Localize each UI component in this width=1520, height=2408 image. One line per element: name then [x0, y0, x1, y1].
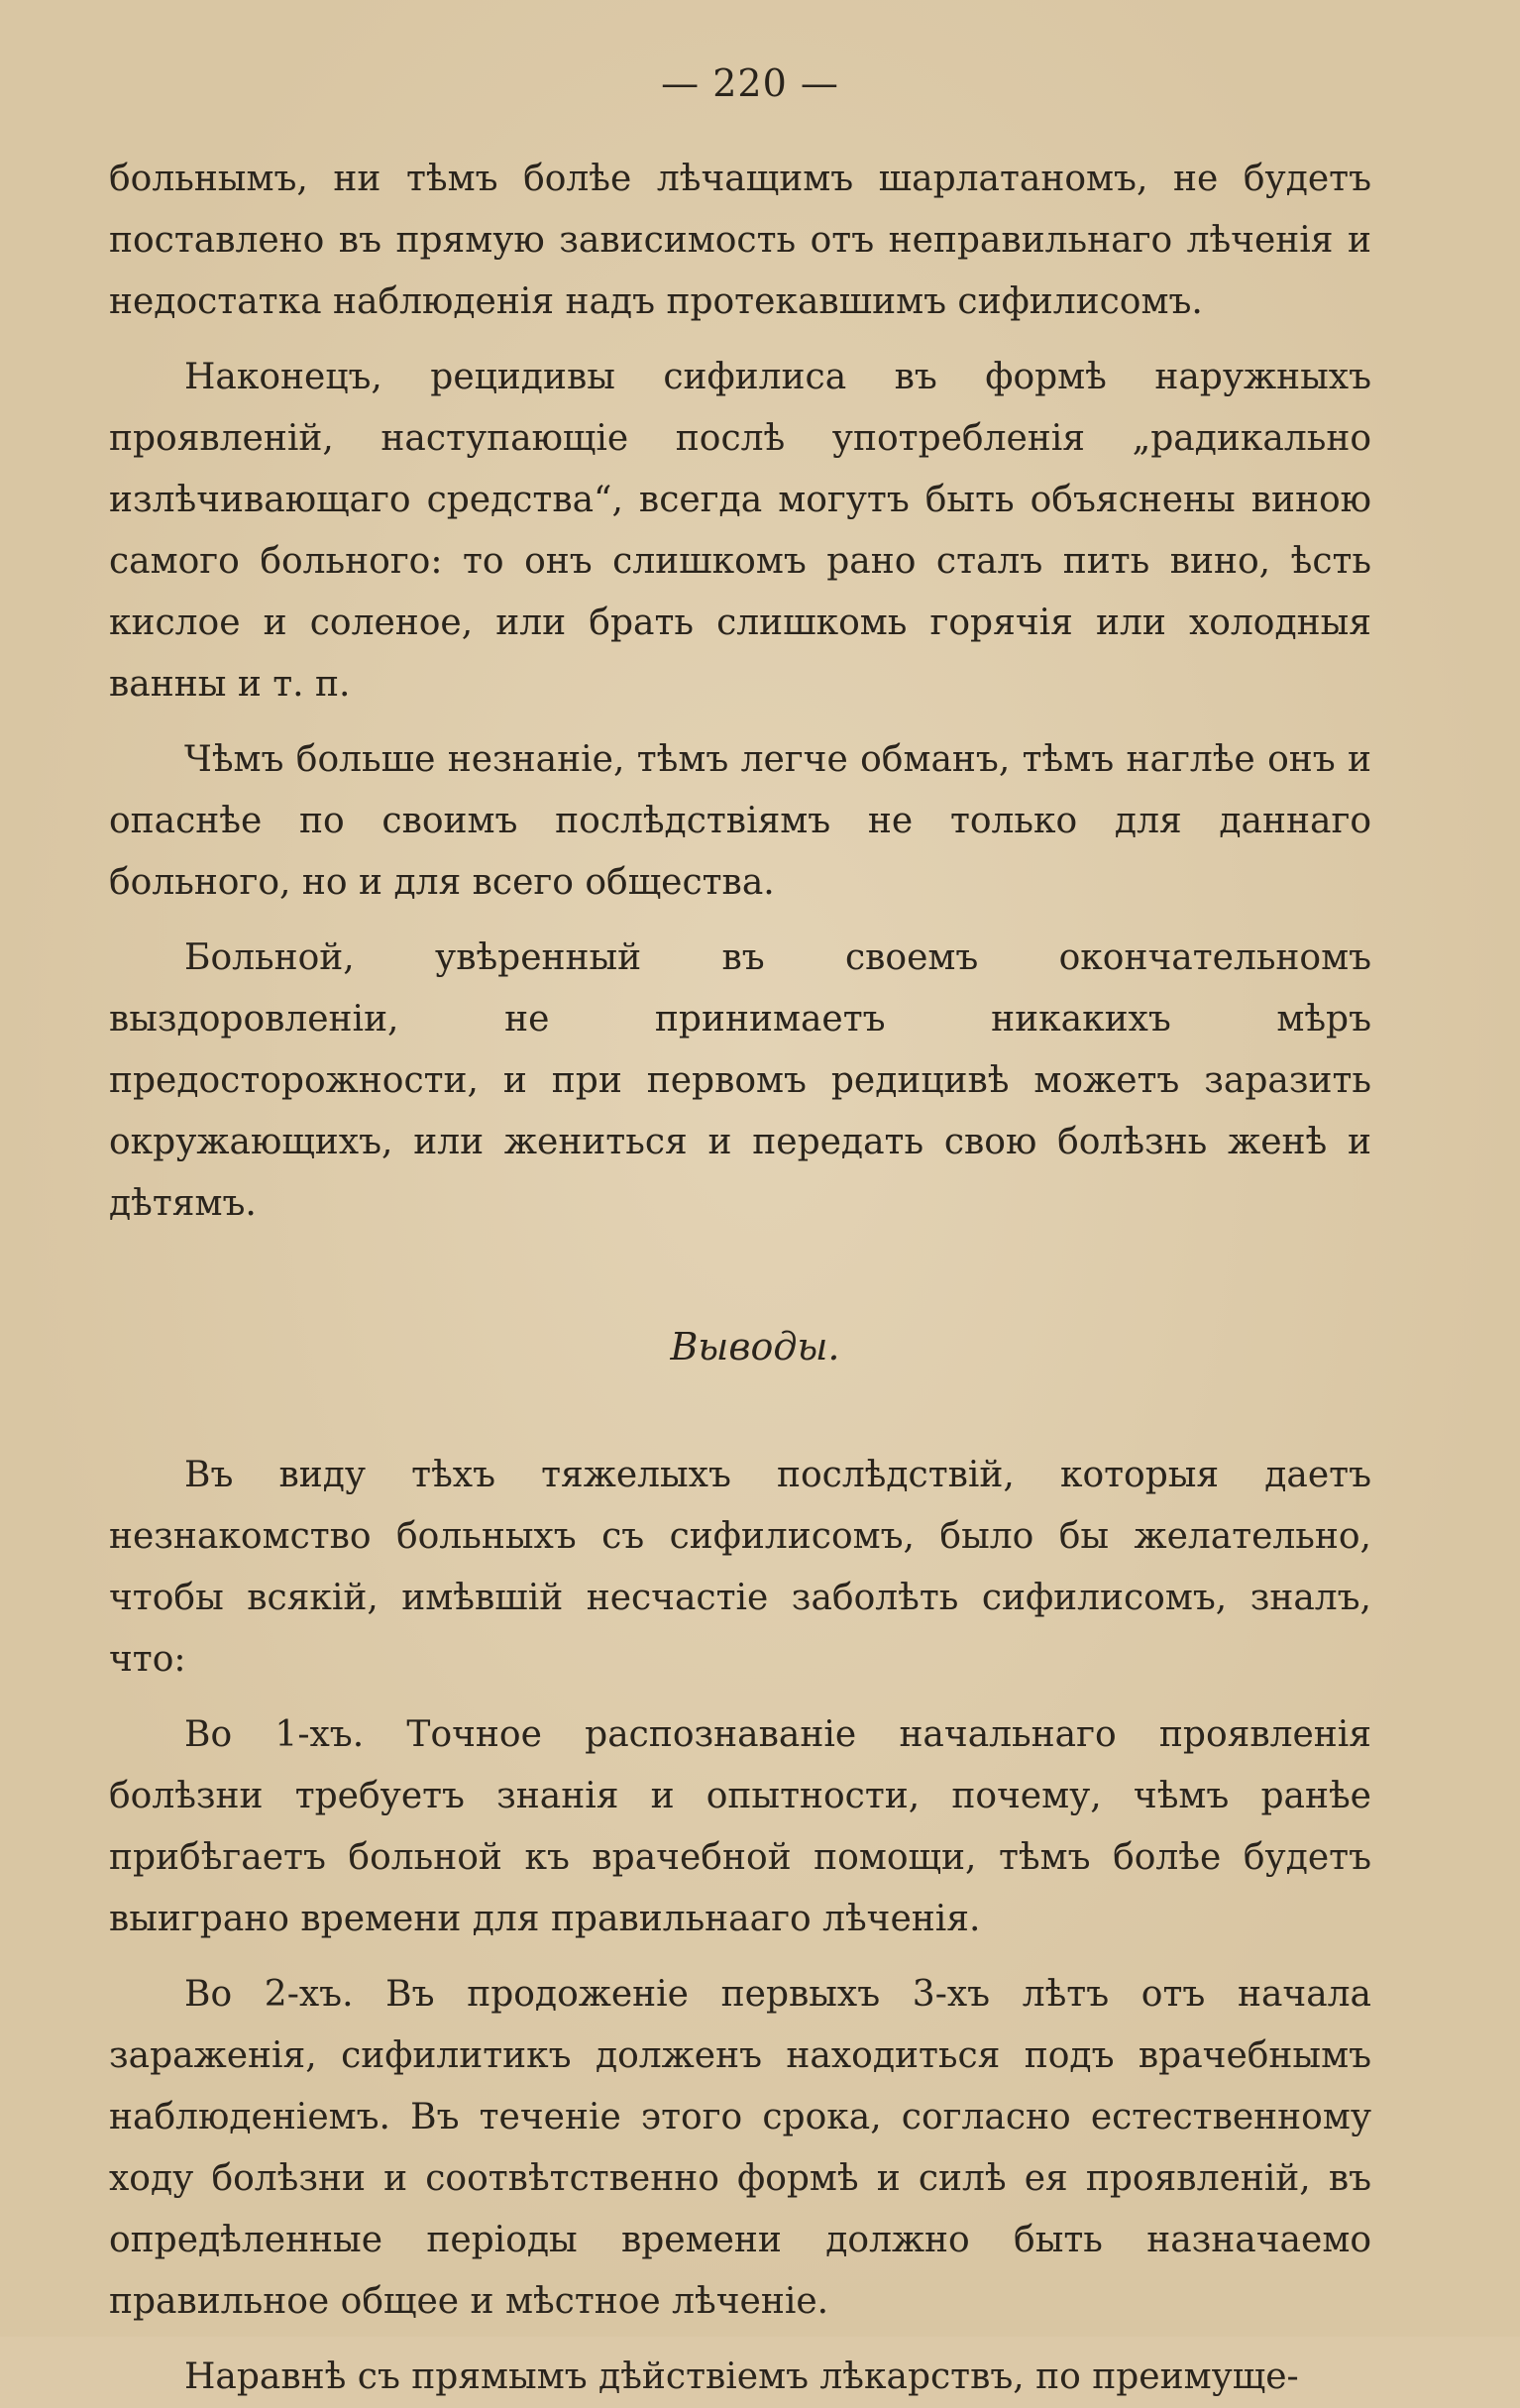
paragraph: Больной, увѣренный въ своемъ окончательномъ выздоровленіи, не принимаетъ никакихъ мѣръ предосторожности, и при первомъ редицивѣ можетъ заразить окружающихъ, или жениться и передать свою болѣзнь женѣ и дѣтямъ.: [109, 937, 1371, 1224]
paragraph: Во 2-хъ. Въ продоженіе первыхъ 3-хъ лѣтъ отъ начала зараженія, сифилитикъ долженъ находиться подъ врачебнымъ наблюденіемъ. Въ теченіе этого срока, согласно естественному ходу болѣзни и соотвѣтственно формѣ и силѣ ея проявленій, въ опредѣленные періоды времени должно быть назначаемо правильное общее и мѣстное лѣченіе.: [109, 1974, 1371, 2322]
section-heading: Выводы.: [670, 1325, 840, 1368]
page-number: — 220 —: [661, 61, 839, 105]
paragraph: Наравнѣ съ прямымъ дѣйствіемъ лѣкарствъ, по преимуще-: [184, 2356, 1299, 2397]
paragraph: больнымъ, ни тѣмъ болѣе лѣчащимъ шарлатаномъ, не будетъ поставлено въ прямую зависимость отъ неправильнаго лѣченія и недостатка наблюденія надъ протекавшимъ сифилисомъ.: [109, 159, 1371, 322]
paragraph: Наконецъ, рецидивы сифилиса въ формѣ наружныхъ проявленій, наступающіе послѣ употребленія „радикально излѣчивающаго средства“, всегда могутъ быть объяснены виною самого больного: то онъ слишкомъ рано сталъ пить вино, ѣсть кислое и соленое, или брать слишкомь горячія или холодныя ванны и т. п.: [109, 357, 1371, 705]
paragraph: Во 1-хъ. Точное распознаваніе начальнаго проявленія болѣзни требуетъ знанія и опытности, почему, чѣмъ ранѣе прибѣгаетъ больной къ врачебной помощи, тѣмъ болѣе будетъ выиграно времени для правильнааго лѣченія.: [109, 1714, 1371, 1939]
paragraph: Въ виду тѣхъ тяжелыхъ послѣдствій, которыя даетъ незнакомство больныхъ съ сифилисомъ, было бы желательно, чтобы всякій, имѣвшій несчастіе заболѣть сифилисомъ, зналъ, что:: [109, 1455, 1371, 1680]
paragraph: Чѣмъ больше незнаніе, тѣмъ легче обманъ, тѣмъ наглѣе онъ и опаснѣе по своимъ послѣдствіямъ не только для даннаго больного, но и для всего общества.: [109, 739, 1371, 903]
